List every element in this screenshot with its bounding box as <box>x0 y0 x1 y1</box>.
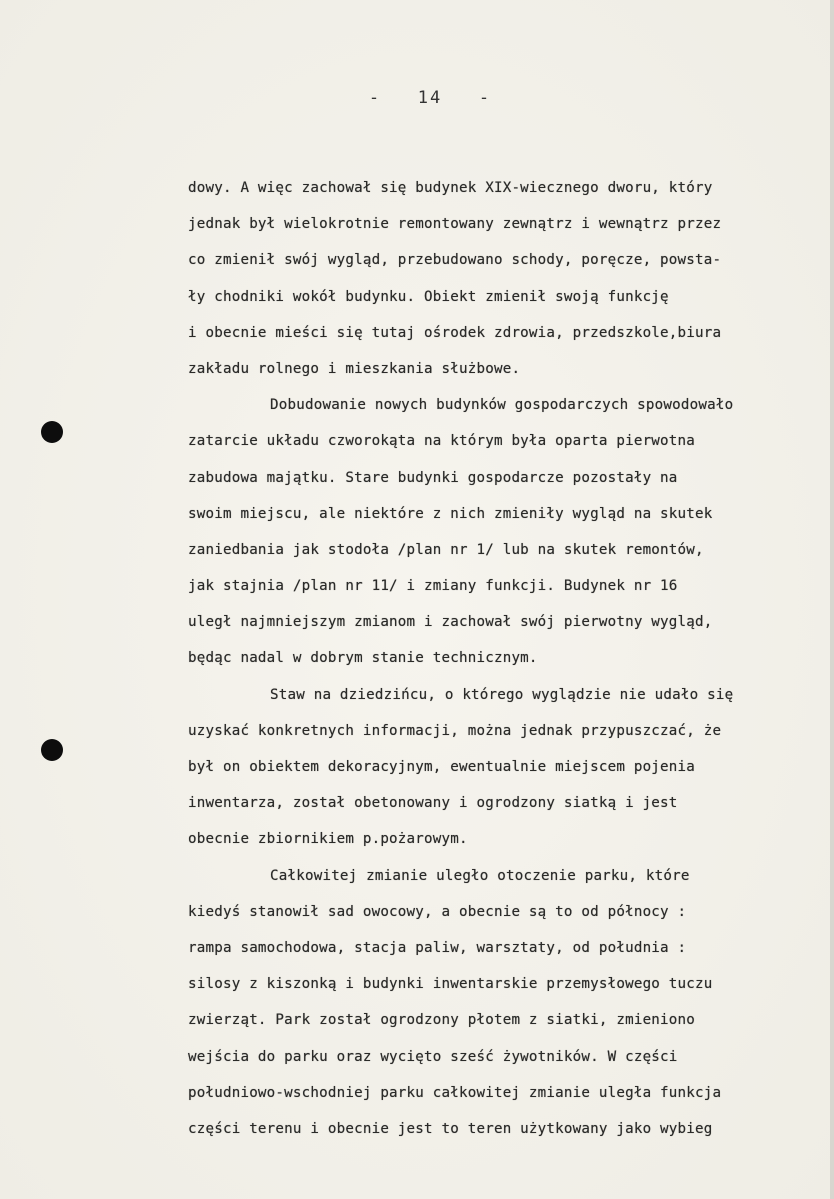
text-line: co zmienił swój wygląd, przebudowano schody, poręcze, powsta- <box>188 252 722 269</box>
text-line: Staw na dziedzińcu, o którego wyglądzie nie udało się <box>270 686 734 703</box>
text-line: zabudowa majątku. Stare budynki gospodarcze pozostały na <box>188 469 678 486</box>
text-line: wejścia do parku oraz wycięto sześć żywotników. W części <box>188 1048 678 1065</box>
text-line: południowo-wschodniej parku całkowitej zmianie uległa funkcja <box>188 1084 722 1101</box>
text-line: był on obiektem dekoracyjnym, ewentualnie miejscem pojenia <box>188 759 696 775</box>
page-edge <box>830 0 834 1199</box>
text-line: swoim miejscu, ale niektóre z nich zmieniły wygląd na skutek <box>188 505 713 522</box>
text-line: zakładu rolnego i mieszkania służbowe. <box>188 360 521 377</box>
text-line: zwierząt. Park został ogrodzony płotem z siatki, zmieniono <box>188 1012 696 1029</box>
text-line: zatarcie układu czworokąta na którym była oparta pierwotna <box>188 433 696 450</box>
text-line: części terenu i obecnie jest to teren użytkowany jako wybieg <box>188 1120 713 1137</box>
text-line: Całkowitej zmianie uległo otoczenie parku, które <box>270 867 690 884</box>
punch-hole-top <box>41 421 63 443</box>
punch-hole-bottom <box>41 739 63 761</box>
text-line: inwentarza, został obetonowany i ogrodzony siatką i jest <box>188 795 678 812</box>
page-number: - 14 - <box>368 88 492 108</box>
text-line: silosy z kiszonką i budynki inwentarskie przemysłowego tuczu <box>188 976 713 993</box>
text-line: obecnie zbiornikiem p.pożarowym. <box>188 831 468 848</box>
body-text <box>188 170 824 1147</box>
text-line: ły chodniki wokół budynku. Obiekt zmienił swoją funkcję <box>188 288 669 305</box>
text-line: dowy. A więc zachował się budynek XIX-wiecznego dworu, który <box>188 180 713 196</box>
text-line: rampa samochodowa, stacja paliw, warsztaty, od południa : <box>188 939 687 956</box>
text-line: kiedyś stanowił sad owocowy, a obecnie są to od północy : <box>188 903 687 920</box>
text-line: jednak był wielokrotnie remontowany zewnątrz i wewnątrz przez <box>188 216 722 233</box>
text-line: uległ najmniejszym zmianom i zachował swój pierwotny wygląd, <box>188 614 713 631</box>
text-line: zaniedbania jak stodoła /plan nr 1/ lub na skutek remontów, <box>188 541 704 558</box>
text-line: jak stajnia /plan nr 11/ i zmiany funkcji. Budynek nr 16 <box>188 578 678 595</box>
text-line: będąc nadal w dobrym stanie technicznym. <box>188 650 538 667</box>
text-line: uzyskać konkretnych informacji, można jednak przypuszczać, że <box>188 722 722 739</box>
text-line: Dobudowanie nowych budynków gospodarczych spowodowało <box>270 397 734 414</box>
text-line: i obecnie mieści się tutaj ośrodek zdrowia, przedszkole,biura <box>188 324 722 341</box>
